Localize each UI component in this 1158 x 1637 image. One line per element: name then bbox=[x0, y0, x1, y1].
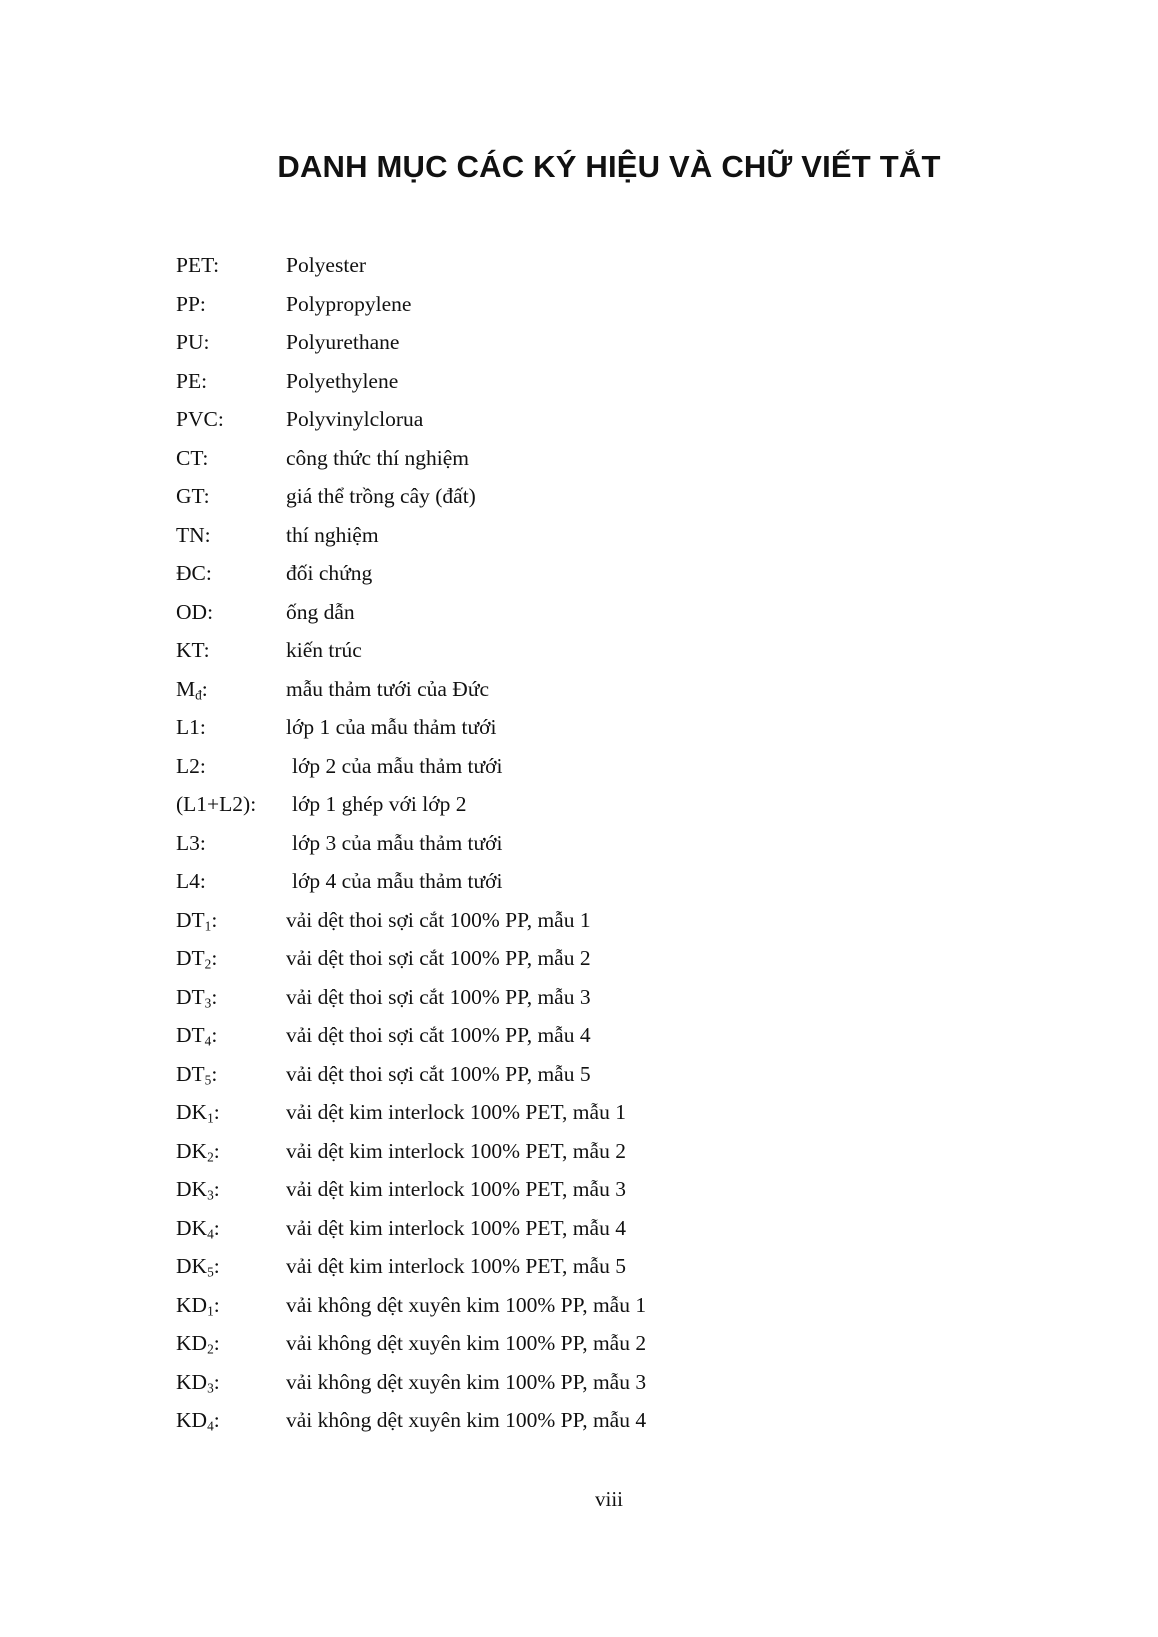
abbreviation-description: Polyurethane bbox=[286, 330, 400, 354]
abbreviation-row bbox=[176, 593, 646, 632]
page-title: DANH MỤC CÁC KÝ HIỆU VÀ CHỮ VIẾT TẮT bbox=[277, 148, 941, 184]
abbreviation-row bbox=[176, 824, 646, 863]
abbreviation-row bbox=[176, 978, 646, 1017]
abbreviation-term: $DT_1$: bbox=[176, 907, 218, 933]
abbreviation-description: vải dệt kim interlock 100% PET, mẫu 4 bbox=[286, 1215, 626, 1240]
abbreviation-row bbox=[176, 439, 646, 478]
abbreviation-description: kiến trúc bbox=[286, 638, 362, 662]
abbreviation-description: lớp 1 của mẫu thảm tưới bbox=[286, 715, 497, 739]
abbreviation-term: PVC: bbox=[176, 407, 224, 431]
abbreviation-description: công thức thí nghiệm bbox=[286, 445, 470, 470]
abbreviation-subscript: 2 bbox=[207, 1148, 214, 1164]
abbreviation-description: vải dệt thoi sợi cắt 100% PP, mẫu 4 bbox=[286, 1023, 591, 1047]
abbreviation-description: vải dệt thoi sợi cắt 100% PP, mẫu 1 bbox=[286, 907, 591, 932]
abbreviation-subscript: 1 bbox=[204, 917, 212, 933]
abbreviation-term: $DK_4$: bbox=[176, 1215, 220, 1241]
abbreviation-description: lớp 4 của mẫu thảm tưới bbox=[292, 869, 503, 893]
abbreviation-row bbox=[176, 1401, 646, 1440]
abbreviation-term: TN: bbox=[176, 522, 211, 547]
abbreviation-row bbox=[176, 362, 646, 401]
abbreviation-term: PP: bbox=[176, 291, 206, 316]
abbreviation-subscript: 5 bbox=[207, 1264, 214, 1280]
abbreviation-subscript: 2 bbox=[204, 956, 212, 972]
abbreviation-row bbox=[176, 477, 646, 516]
abbreviation-row bbox=[176, 285, 646, 324]
abbreviation-term: PE: bbox=[176, 368, 208, 393]
abbreviation-row bbox=[176, 1324, 646, 1363]
abbreviation-description: vải dệt kim interlock 100% PET, mẫu 5 bbox=[286, 1254, 626, 1278]
abbreviation-row bbox=[176, 631, 646, 670]
abbreviation-description: mẫu thảm tưới của Đức bbox=[286, 676, 490, 701]
abbreviation-list bbox=[176, 246, 646, 1440]
abbreviation-subscript: 4 bbox=[207, 1225, 214, 1241]
abbreviation-row bbox=[176, 901, 646, 940]
abbreviation-row bbox=[176, 939, 646, 978]
abbreviation-subscript: 2 bbox=[207, 1341, 214, 1357]
abbreviation-term: L4: bbox=[176, 869, 206, 893]
abbreviation-term: CT: bbox=[176, 445, 209, 470]
abbreviation-description: Polyethylene bbox=[286, 368, 399, 393]
abbreviation-description: vải dệt kim interlock 100% PET, mẫu 1 bbox=[286, 1100, 626, 1124]
abbreviation-row bbox=[176, 1247, 646, 1286]
abbreviation-subscript: đ bbox=[195, 686, 202, 702]
abbreviation-description: thí nghiệm bbox=[286, 522, 379, 547]
abbreviation-row bbox=[176, 1132, 646, 1171]
abbreviation-row bbox=[176, 554, 646, 593]
abbreviation-subscript: 1 bbox=[207, 1302, 214, 1318]
abbreviation-row bbox=[176, 1209, 646, 1248]
abbreviation-term: $KD_2$: bbox=[176, 1331, 220, 1357]
abbreviation-description: lớp 3 của mẫu thảm tưới bbox=[292, 830, 503, 855]
abbreviation-row bbox=[176, 785, 646, 824]
abbreviation-description: Polypropylene bbox=[286, 291, 412, 316]
abbreviation-term: L2: bbox=[176, 753, 206, 778]
abbreviation-term: $DK_2$: bbox=[176, 1138, 220, 1164]
abbreviation-row bbox=[176, 400, 646, 439]
abbreviation-term: $DT_5$: bbox=[176, 1061, 218, 1087]
abbreviation-row bbox=[176, 1093, 646, 1132]
abbreviation-term: $KD_3$: bbox=[176, 1369, 220, 1395]
abbreviation-subscript: 4 bbox=[204, 1033, 212, 1049]
abbreviation-term: $DT_3$: bbox=[176, 984, 218, 1010]
abbreviation-subscript: 5 bbox=[204, 1071, 212, 1087]
abbreviation-row bbox=[176, 1170, 646, 1209]
abbreviation-description: giá thể trồng cây (đất) bbox=[286, 484, 476, 508]
abbreviation-row bbox=[176, 747, 646, 786]
abbreviation-term: $DT_2$: bbox=[176, 946, 218, 972]
abbreviation-description: vải dệt kim interlock 100% PET, mẫu 3 bbox=[286, 1177, 626, 1201]
abbreviation-row bbox=[176, 670, 646, 709]
abbreviation-row bbox=[176, 1363, 646, 1402]
abbreviation-term: $DK_5$: bbox=[176, 1254, 220, 1280]
abbreviation-term: KT: bbox=[176, 638, 210, 662]
abbreviation-term: $DT_4$: bbox=[176, 1023, 218, 1049]
abbreviation-description: vải không dệt xuyên kim 100% PP, mẫu 4 bbox=[286, 1408, 647, 1432]
abbreviation-description: vải dệt thoi sợi cắt 100% PP, mẫu 2 bbox=[286, 946, 591, 970]
abbreviation-description: ống dẫn bbox=[286, 599, 355, 624]
abbreviation-term: $DK_3$: bbox=[176, 1177, 220, 1203]
abbreviation-term: PET: bbox=[176, 253, 220, 277]
abbreviation-term: OD: bbox=[176, 599, 214, 624]
abbreviation-description: vải không dệt xuyên kim 100% PP, mẫu 3 bbox=[286, 1369, 647, 1394]
abbreviation-description: vải dệt thoi sợi cắt 100% PP, mẫu 5 bbox=[286, 1061, 591, 1086]
abbreviation-subscript: 3 bbox=[207, 1379, 214, 1395]
abbreviation-row bbox=[176, 1286, 646, 1325]
abbreviation-row bbox=[176, 323, 646, 362]
abbreviation-description: vải dệt thoi sợi cắt 100% PP, mẫu 3 bbox=[286, 984, 591, 1009]
abbreviation-description: Polyvinylclorua bbox=[286, 407, 424, 431]
abbreviation-description: đối chứng bbox=[286, 561, 373, 585]
abbreviation-row bbox=[176, 708, 646, 747]
abbreviation-term: (L1+L2): bbox=[176, 792, 257, 816]
abbreviation-description: lớp 2 của mẫu thảm tưới bbox=[292, 753, 503, 778]
abbreviation-subscript: 1 bbox=[207, 1110, 214, 1126]
abbreviation-subscript: 3 bbox=[207, 1187, 214, 1203]
abbreviation-description: vải dệt kim interlock 100% PET, mẫu 2 bbox=[286, 1138, 626, 1163]
abbreviation-term: $KD_4$: bbox=[176, 1408, 220, 1434]
abbreviation-term: PU: bbox=[176, 330, 210, 354]
abbreviation-description: vải không dệt xuyên kim 100% PP, mẫu 2 bbox=[286, 1331, 647, 1355]
abbreviation-row bbox=[176, 1016, 646, 1055]
abbreviation-term: L1: bbox=[176, 715, 206, 739]
abbreviation-term: $M_đ$: bbox=[176, 676, 208, 702]
abbreviation-term: $KD_1$: bbox=[176, 1292, 220, 1318]
abbreviation-description: lớp 1 ghép với lớp 2 bbox=[292, 792, 467, 816]
page-number: viii bbox=[594, 1487, 623, 1511]
abbreviation-row bbox=[176, 862, 646, 901]
abbreviation-term: $DK_1$: bbox=[176, 1100, 220, 1126]
abbreviation-row bbox=[176, 1055, 646, 1094]
abbreviation-term: ĐC: bbox=[176, 561, 212, 585]
abbreviation-description: vải không dệt xuyên kim 100% PP, mẫu 1 bbox=[286, 1292, 647, 1317]
abbreviation-term: GT: bbox=[176, 484, 210, 508]
abbreviation-row bbox=[176, 246, 646, 285]
abbreviation-subscript: 4 bbox=[207, 1418, 214, 1434]
abbreviation-term: L3: bbox=[176, 830, 206, 855]
abbreviation-description: Polyester bbox=[286, 253, 367, 277]
abbreviation-row bbox=[176, 516, 646, 555]
abbreviation-subscript: 3 bbox=[204, 994, 212, 1010]
